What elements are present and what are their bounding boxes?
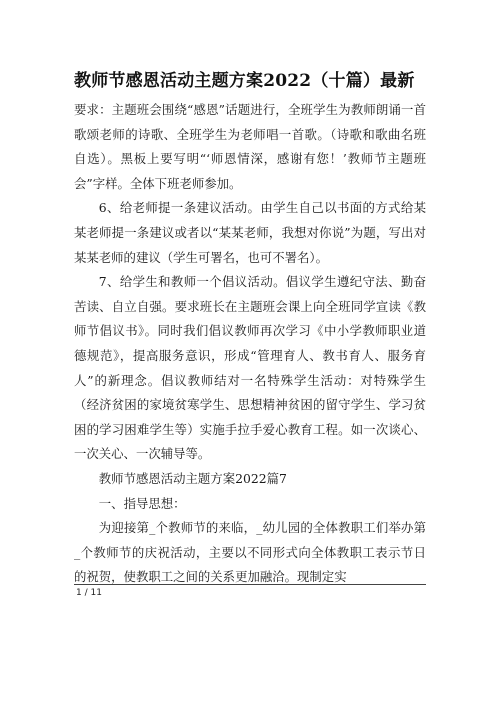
footer-divider <box>74 584 426 585</box>
document-body <box>74 98 426 590</box>
section-heading-plan-7: 教师节感恩活动主题方案2022篇7 <box>98 470 287 486</box>
paragraph-item-7: 7、给学生和教师一个倡议活动。倡议学生遵纪守法、勤奋苦读、自立自强。要求班长在主题班会课上向全班同学宣读《教师节倡议书》。同时我们倡议教师再次学习《中小学教师职业道德规范》，提高服务意识，形成“管理育人、教书育人、服务育人”的新理念。倡议教师结对一名特殊学生活动：对特殊学生（经济贫困的家境贫寒学生、思想精神贫困的留守学生、学习贫困的学习困难学生等）实施手拉手爱心教育工程。如一次谈心、一次关心、一次辅导等。 <box>74 274 426 462</box>
paragraph-guiding-ideology: 为迎接第_个教师节的来临，_幼儿园的全体教职工们举办第_个教师节的庆祝活动，主要以不同形式向全体教职工表示节日的祝贺，使教职工之间的关系更加融洽。现制定实 <box>74 520 426 585</box>
paragraph-item-6: 6、给老师提一条建议活动。由学生自己以书面的方式给某某老师提一条建议或者以“某某老师，我想对你说”为题，写出对某某老师的建议（学生可署名，也可不署名）。 <box>74 200 426 265</box>
page-indicator: 1 / 11 <box>76 588 102 598</box>
document-title: 教师节感恩活动主题方案2022（十篇）最新 <box>74 71 415 91</box>
section-heading-guiding-ideology: 一、指导思想： <box>98 495 186 511</box>
paragraph-requirements: 要求：主题班会围绕“感恩”话题进行，全班学生为教师朗诵一首歌颂老师的诗歌、全班学生为老师唱一首歌。（诗歌和歌曲名班自选）。黑板上要写明“‘师恩情深，感谢有您！’教师节主题班会”字样。全体下班老师参加。 <box>74 102 426 191</box>
